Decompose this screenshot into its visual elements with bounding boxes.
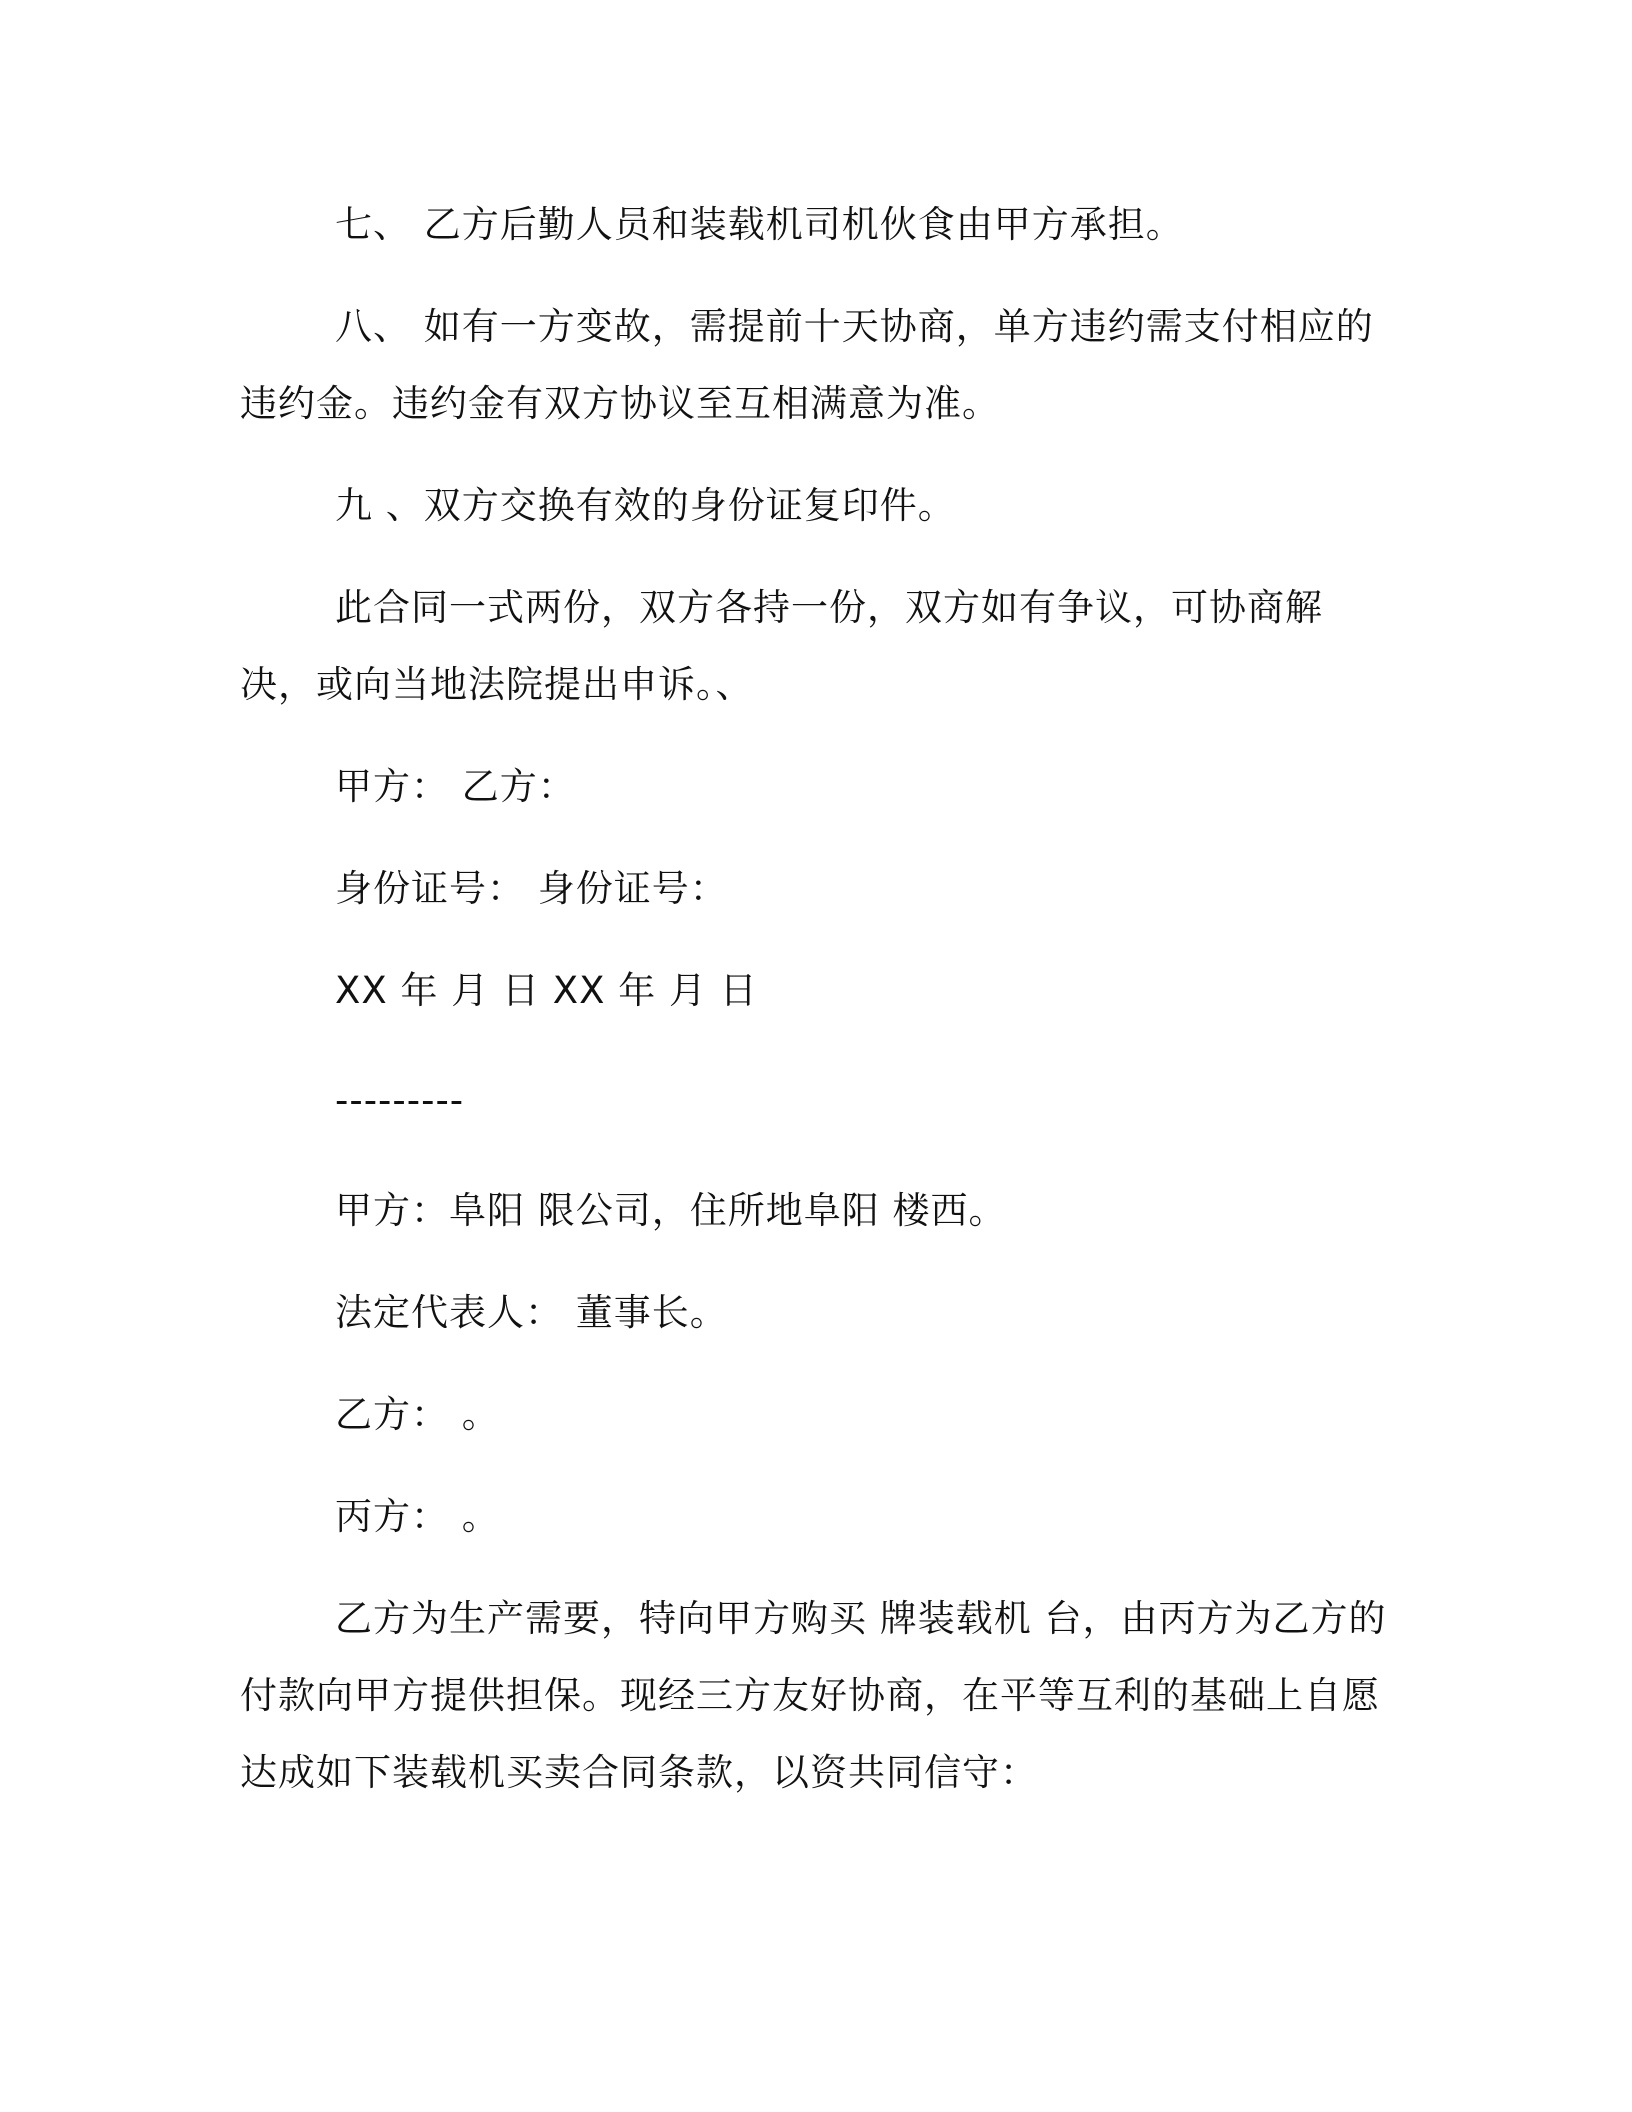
party-signature-line: 甲方： 乙方：	[335, 765, 576, 808]
clause-9: 九 、双方交换有效的身份证复印件。	[335, 484, 956, 527]
party-a-info: 甲方：阜阳 限公司，住所地阜阳 楼西。	[335, 1189, 1007, 1232]
separator-line: ---------	[335, 1079, 465, 1122]
clause-8: 八、 如有一方变故，需提前十天协商，单方违约需支付相应的违约金。违约金有双方协议至互相满意为准。	[240, 305, 1374, 425]
copies-clause: 此合同一式两份，双方各持一份，双方如有争议，可协商解决，或向当地法院提出申诉。、	[240, 586, 1323, 706]
party-b-line: 乙方： 。	[335, 1393, 500, 1436]
legal-representative: 法定代表人： 董事长。	[335, 1291, 728, 1334]
id-number-line: 身份证号： 身份证号：	[335, 867, 728, 910]
date-line: XX 年 月 日 XX 年 月 日	[335, 969, 758, 1012]
clause-7: 七、 乙方后勤人员和装载机司机伙食由甲方承担。	[335, 203, 1184, 246]
contract-preamble: 乙方为生产需要，特向甲方购买 牌装载机 台，由丙方为乙方的付款向甲方提供担保。现经三方友好协商，在平等互利的基础上自愿达成如下装载机买卖合同条款，以资共同信守：	[240, 1597, 1387, 1794]
document-body	[240, 186, 1390, 1811]
party-c-line: 丙方： 。	[335, 1495, 500, 1538]
